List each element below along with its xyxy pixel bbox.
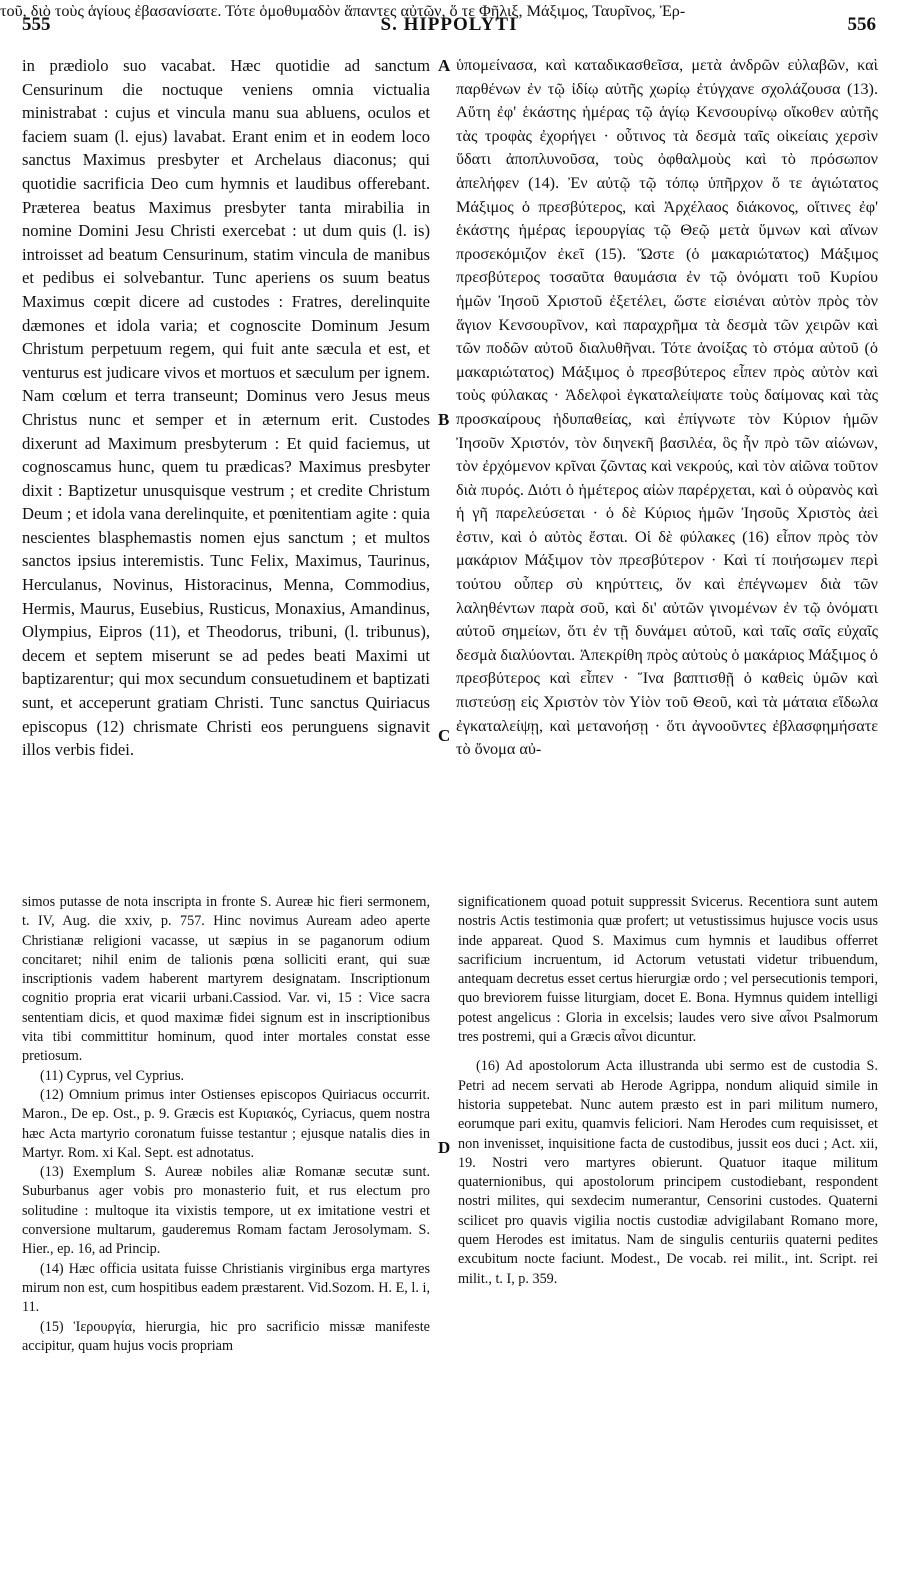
footnote-16: (16) Ad apostolorum Acta illustranda ubi sermo est de custodia S. Petri ad necem servati ab Herode Agrippa, nondum aliquid simile in historia suppetebat. Nunc autem præsto est in pari militum numero, eorumque pari exitu, quamvis feliciori. Nam Herodes cum requisisset, et non invenisset, inquisitione facta de custodibus, jussit eos duci ; Act. xii, 19. Nostri vero martyres obierunt. Quatuor itaque militum quaternionibus, qui apostolorum principem custodiebant, respondent nostri milites, qui sexdecim numerantur, Censorini custodes. Quaterni scilicet pro quavis vigilia noctis custodiæ advigilabant Romano more, quem Herodes est imitatus. Nam de singulis centuriis quaterni pedites excubitum nocte faciunt. Modest., De vocab. rei milit., int. Script. rei milit., t. I, p. 359. bbox=[458, 1058, 878, 1287]
greek-continuation-line: τοῦ, διὸ τοὺς ἁγίους ἐβασανίσατε. Τότε ὁμοθυμαδὸν ἅπαντες αὐτῶν, ὅ τε Φῆλιξ, Μάξιμος, Ταυρῖνος, Ἐρ- bbox=[0, 2, 686, 20]
running-title: S. HIPPOLYTI bbox=[380, 14, 518, 35]
margin-marker-c: C bbox=[438, 726, 451, 745]
notes-right-column bbox=[458, 893, 878, 1289]
latin-column bbox=[22, 54, 430, 762]
footnote-14: (14) Hæc officia usitata fuisse Christianis virginibus erga martyres mirum non est, cum hospitibus eadem præstarent. Vid.Sozom. H. E, l. i, 11. bbox=[22, 1260, 430, 1316]
left-page-number: 555 bbox=[22, 14, 51, 35]
latin-text: in prædiolo suo vacabat. Hæc quotidie ad sanctum Censurinum die noctuque veniens omnia victualia ministrabat : cujus et vincula manu sua abluens, oculos et faciem suam (l. ejus) lavabat. Erant enim et in eodem loco sanctus Maximus presbyter et Archelaus diaconus; qui quotidie sacrificia Deo cum hymnis et laudibus offerebant. Præterea beatus Maximus presbyter tanta mirabilia in nomine Domini Jesu Christi exercebat : ut dum quis (l. is) introisset ad beatum Censurinum, statim vincula de manibus et pedibus ei solvebantur. Tunc aperiens os suum beatus Maximus cœpit dicere ad custodes : Fratres, derelinquite dæmones et idola varia; et cognoscite Dominum Jesum Christum perpetuum regem, qui fuit ante sæcula et est, et venturus est judicare vivos et mortuos et sæculum per ignem. Nam cœlum et terra transeunt; Dominus vero Jesus meus Christus nunc et semper et in æternum erit. Custodes dixerunt ad Maximum presbyterum : Et quid faciemus, ut cognoscamus hunc, quem tu prædicas? Maximus presbyter dixit : Baptizetur unusquisque vestrum ; et credite Christum Deum ; et idola vana derelinquite, et pœnitentiam agite : quia nescientes blasphemastis nomen ejus sanctum ; et multos sanctos ipsius interemistis. Tunc Felix, Maximus, Taurinus, Herculanus, Novinus, Historacinus, Menna, Commodius, Hermis, Maurus, Eusebius, Rusticus, Monaxius, Amandinus, Olympius, Eipros (11), et Theodorus, tribuni, (l. tribunus), decem et septem miserunt se ad pedes beati Maximi ut baptizarentur; qui mox secundum consuetudinem et baptizati sunt, et acceperunt gratiam Christi. Tunc sanctus Quiriacus episcopus (12) chrismate Christi eos perunguens signavit illos verbis fidei. bbox=[22, 56, 430, 760]
notes-left-column bbox=[22, 893, 430, 1356]
footnote-15: (15) Ἱερουργία, hierurgia, hic pro sacrificio missæ manifeste accipitur, quam hujus vocis propriam bbox=[22, 1318, 430, 1354]
note-text: significationem quoad potuit suppressit Svicerus. Recentiora sunt autem nostris Actis testimonia quæ profert; ut vetustissimus hujusce vocis usus inde appareat. Quod S. Maximus cum hymnis et laudibus offerret sacrificium incruentum, id Actorum vetustati videtur tribuendum, antequam decretus esset certus hierurgiæ ordo ; vel persecutionis tempori, quo breviorem fuisse liturgiam, docet E. Bona. Hymnus quidem intelligi potest angelicus : Gloria in excelsis; laudes vero sive αἶνοι Psalmorum tres postremi, qui a Græcis αἶνοι dicuntur. bbox=[458, 894, 878, 1046]
note-text: simos putasse de nota inscripta in fronte S. Aureæ hic fieri sermonem, t. IV, Aug. die xxiv, p. 757. Hinc novimus Auream adeo aperte Christianæ religioni vacasse, ut sæpius in se paganorum odium concitaret; nihil enim de talionis pœna solliciti erant, qui suæ inscriptionis vadem haberent martyrem designatam. Inscriptionum cognitio propria erat vicarii urbani.Cassiod. Var. vi, 15 : Vice sacra sententiam dicis, et quod maximæ fidei signum est in inscriptionibus vita tibi committitur hominum, quod inter mortales constat esse pretiosum. bbox=[22, 894, 430, 1065]
greek-column bbox=[456, 54, 878, 762]
right-page-number: 556 bbox=[847, 14, 876, 35]
margin-marker-a: A bbox=[438, 56, 451, 75]
footnote-13: (13) Exemplum S. Aureæ nobiles aliæ Romanæ secutæ sunt. Suburbanus ager vobis pro monasterio fuit, et rus electum pro solitudine : multoque ita vixistis tempore, ut ex imitatione vestri et conversione multarum, gauderemus Romam factam Jerosolymam. S. Hier., ep. 16, ad Princip. bbox=[22, 1164, 430, 1258]
margin-marker-b: B bbox=[438, 410, 450, 429]
page-header bbox=[22, 14, 876, 42]
footnote-11: (11) Cyprus, vel Cyprius. bbox=[40, 1067, 185, 1084]
greek-text: ὑπομείνασα, καὶ καταδικασθεῖσα, μετὰ ἀνδρῶν εὐλαβῶν, καὶ παρθένων ἐν τῷ ἰδίῳ αὐτῆς χωρίῳ ἐτύγχανε σχολάζουσα (13). Αὕτη ἐφ' ἑκάστης ἡμέρας τῷ ἁγίῳ Κενσουρίνῳ οἴκοθεν αὐτῆς τὰς τροφὰς ἐχορήγει · οὗτινος τὰ δεσμὰ ταῖς οἰκείαις χερσὶν ὕδατι ἀποπλυνοῦσα, τοὺς ὀφθαλμοὺς καὶ τὸ πρόσωπον ἀπελήφεν (14). Ἐν αὐτῷ τῷ τόπῳ ὑπῆρχον ὅ τε ἁγιώτατος Μάξιμος ὁ πρεσβύτερος, καὶ Ἀρχέλαος διάκονος, οἵτινες ἐφ' ἑκάστης ἡμέρας ἱερουργίας τῷ Θεῷ μετὰ ὕμνων καὶ αἴνων προσεκόμιζον ἐκεῖ (15). Ὥστε (ὁ μακαριώτατος) Μάξιμος πρεσβύτερος τοσαῦτα θαυμάσια ἐν τῷ ὀνόματι τοῦ Κυρίου ἡμῶν Ἰησοῦ Χριστοῦ ἐξετέλει, ὥστε εἰσιέναι αὐτὸν πρὸς τὸν ἅγιον Κενσουρῖνον, καὶ παραχρῆμα τὰ δεσμὰ τῶν χειρῶν καὶ τῶν ποδῶν αὐτοῦ διαλυθῆναι. Τότε ἀνοίξας τὸ στόμα αὐτοῦ (ὁ μακαριώτατος) Μάξιμος ὁ πρεσβύτερος εἶπεν πρὸς αὐτὸν καὶ τοὺς φύλακας · Ἀδελφοὶ ἐγκαταλείψατε τοὺς δαίμονας καὶ τὰς προσκαίρους ἡδυπαθείας, καὶ ἐπίγνωτε τὸν Κύριον ἡμῶν Ἰησοῦν Χριστόν, τὸν διηνεκῆ βασιλέα, ὃς ἦν πρὸ τῶν αἰώνων, τὸν ἐρχόμενον κρῖναι ζῶντας καὶ νεκρούς, καὶ τὸν αἰῶνα τοῦτον διὰ πυρός. Διότι ὁ ἡμέτερος αἰὼν παρέρχεται, καὶ ὁ οὐρανὸς καὶ ἡ γῆ παρελεύσεται · ὁ δὲ Κύριος ἡμῶν Ἰησοῦς Χριστὸς ἀεὶ ἐστιν, καὶ ὁ αὐτὸς ἔσται. Οἱ δὲ φύλακες (16) εἶπον πρὸς τὸν μακάριον Μάξιμον τὸν πρεσβύτερον · Καὶ τί ποιήσωμεν περὶ τούτου οὗπερ σὺ κηρύττεις, ὅν καὶ ἐπέγνωμεν διὰ τῶν λαληθέντων παρὰ σοῦ, καὶ δι' αὐτῶν γινομένων ἐν τῷ ὀνόματι αὐτοῦ σημείων, ὅτι ἐν τῇ δυνάμει αὐτοῦ, καὶ ταῖς σαῖς εὐχαῖς δεσμὰ διαλύονται. Ἀπεκρίθη πρὸς αὐτοὺς ὁ μακάριος Μάξιμος ὁ πρεσβύτερος καὶ εἶπεν · Ἵνα βαπτισθῇ ὁ καθεὶς ὑμῶν καὶ πιστεύσῃ εἰς Χριστὸν τὸν Υἱὸν τοῦ Θεοῦ, καὶ τὰ μάταια εἴδωλα ἐγκαταλείψῃ, καὶ μετανοήσῃ · ὅτι ἀγνοοῦντες ἐβλασφημήσατε τὸ ὄνομα αὐ- bbox=[456, 56, 878, 759]
footnote-12: (12) Omnium primus inter Ostienses episcopos Quiriacus occurrit. Maron., De ep. Ost., p. 9. Græcis est Κυριακός, Cyriacus, quem nostra hæc Acta martyrio coronatum fuisse testantur ; ejusque natalis dies in Martyr. Rom. xi Kal. Sept. est adnotatus. bbox=[22, 1086, 430, 1161]
margin-marker-d: D bbox=[438, 1138, 451, 1157]
